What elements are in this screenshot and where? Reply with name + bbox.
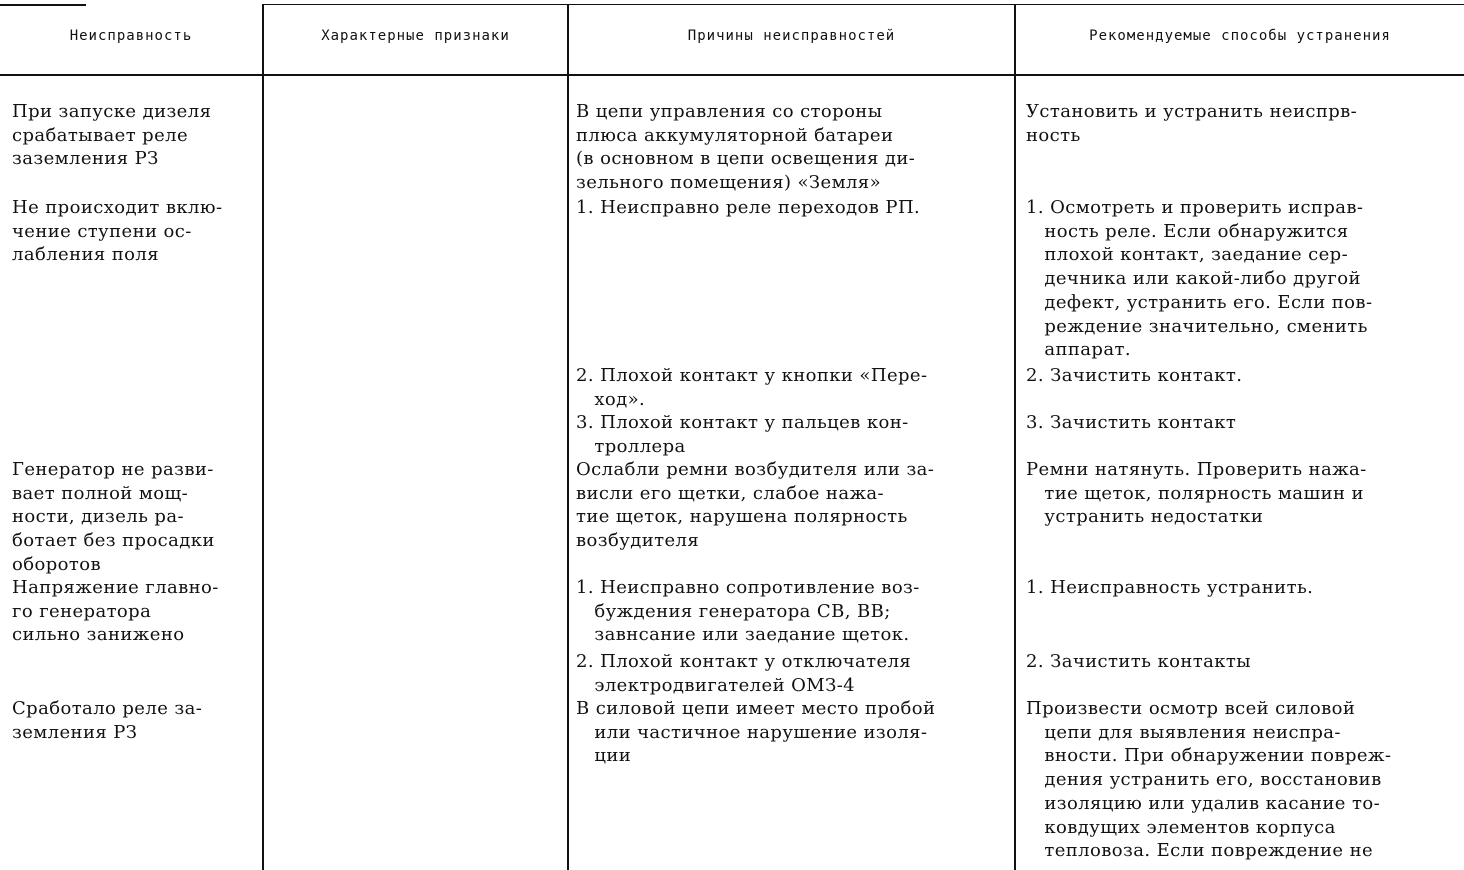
- remedy-item: 2. Зачистить контакты: [1026, 651, 1251, 672]
- header-rule: [0, 74, 1464, 76]
- remedy-item: 3. Зачистить контакт: [1026, 412, 1237, 433]
- top-rule-right: [262, 4, 1464, 5]
- cause-item: 1. Неисправно сопротивление воз- буждения генератора СВ, ВВ; завнсание или заедание щеток.: [576, 577, 920, 646]
- cause-item: 1. Неисправно реле переходов РП.: [576, 197, 921, 218]
- fault-cell: При запуске дизеля срабатывает реле заземления РЗ: [12, 101, 212, 170]
- cause-cell: В цепи управления со стороны плюса аккумуляторной батареи (в основном в цепи освещения ди- зельного помещения) «Земля»: [576, 101, 916, 194]
- header-causes: Причины неисправностей: [687, 28, 896, 44]
- remedy-cell: Ремни натянуть. Проверить нажа- тие щеток, полярность машин и устранить недостатки: [1026, 459, 1367, 528]
- column-divider-3: [1014, 4, 1016, 870]
- remedy-item: 1. Неисправность устранить.: [1026, 577, 1314, 598]
- header-fault: Неисправность: [69, 28, 193, 44]
- column-divider-1: [262, 4, 264, 870]
- fault-cell: Сработало реле за- земления РЗ: [12, 698, 203, 743]
- remedy-cell: Установить и устранить неиспрв- ность: [1026, 101, 1358, 146]
- fault-cell: Напряжение главно- го генератора сильно занижено: [12, 577, 219, 646]
- column-divider-2: [567, 4, 569, 870]
- cause-item: 2. Плохой контакт у кнопки «Пере- ход».: [576, 365, 928, 410]
- remedy-item: 1. Осмотреть и проверить исправ- ность реле. Если обнаружится плохой контакт, заедание сер- дечника или какой-либо другой дефект, устранить его. Если пов- реждение значительно, сменить аппарат.: [1026, 197, 1373, 361]
- remedy-cell: Произвести осмотр всей силовой цепи для выявления неиспра- вности. При обнаружении повреж- дения устранить его, восстановив изоляцию или удалив касание то- ковдущих элементов корпуса тепловоза. Если повреждение не: [1026, 698, 1392, 862]
- remedy-item: 2. Зачистить контакт.: [1026, 365, 1243, 386]
- header-remedies: Рекомендуемые способы устранения: [1089, 28, 1391, 44]
- fault-cell: Не происходит вклю- чение ступени ос- лабления поля: [12, 197, 223, 266]
- cause-cell: Ослабли ремни возбудителя или за- висли его щетки, слабое нажа- тие щеток, нарушена полярность возбудителя: [576, 459, 935, 552]
- header-symptoms: Характерные признаки: [321, 28, 510, 44]
- top-rule: [0, 4, 86, 6]
- cause-item: 3. Плохой контакт у пальцев кон- троллера: [576, 412, 909, 457]
- fault-cell: Генератор не разви- вает полной мощ- ности, дизель ра- ботает без просадки оборотов: [12, 459, 215, 575]
- cause-item: 2. Плохой контакт у отключателя электродвигателей ОМЗ-4: [576, 651, 912, 696]
- cause-cell: В силовой цепи имеет место пробой или частичное нарушение изоля- ции: [576, 698, 936, 767]
